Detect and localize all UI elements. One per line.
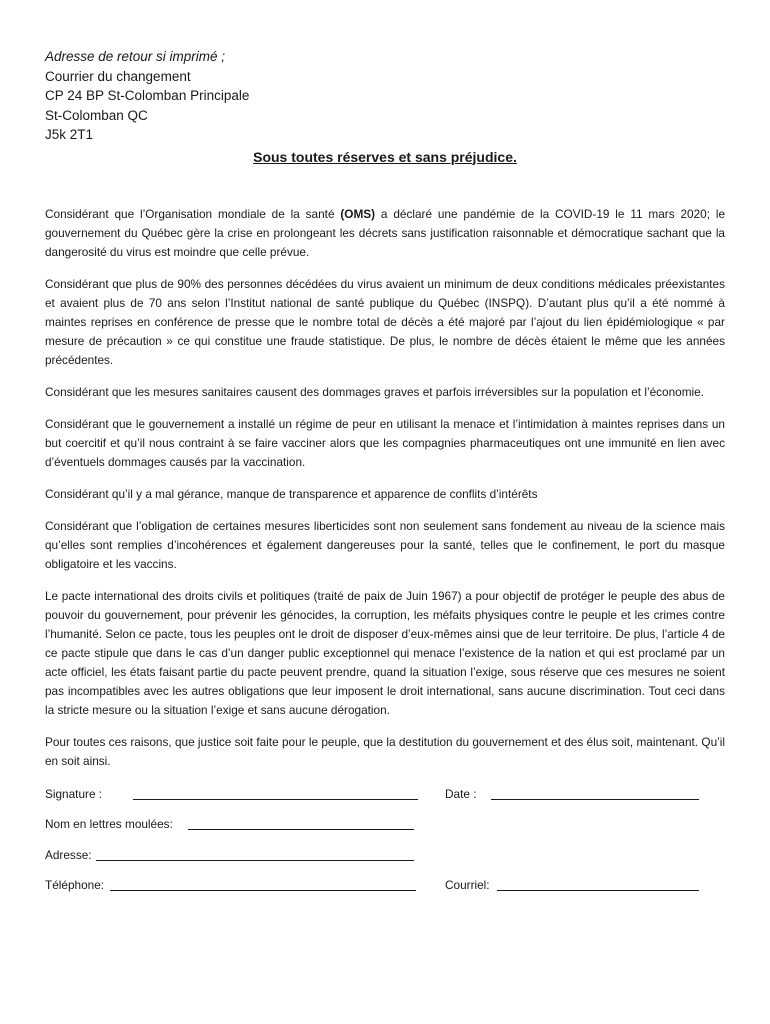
- signature-field[interactable]: [133, 787, 418, 803]
- paragraph-1-end: a déclaré une pandémie de la COVID-19 le 11 mars 2020; le gouvernement du Québec gère la crise en prolongeant les décrets sans justification raisonnable et démocratique sachant que la dangerosité du virus est moindre que celle prévue.: [45, 206, 726, 259]
- address-field[interactable]: [96, 848, 414, 864]
- phone-row: [45, 878, 725, 909]
- email-field[interactable]: [497, 878, 699, 894]
- paragraph-5: Considérant qu’il y a mal gérance, manque de transparence et apparence de conflits d’intérêts: [45, 486, 538, 501]
- paragraph-3: Considérant que les mesures sanitaires causent des dommages graves et parfois irréversibles sur la population et l’économie.: [45, 384, 704, 399]
- paragraph-4: Considérant que le gouvernement a installé un régime de peur en utilisant la menace et l’intimidation à maintes reprises dans un but coercitif et qu’il nous contraint à se faire vacciner alors que les compagnies pharmaceutiques ont une immunité en lien avec d’éventuels dommages causés par la vaccination.: [45, 416, 725, 469]
- paragraph-8: Pour toutes ces raisons, que justice soit faite pour le peuple, que la destitution du gouvernement et des élus soit, maintenant. Qu’il en soit ainsi.: [45, 734, 725, 768]
- name-field[interactable]: [188, 817, 414, 833]
- paragraph-1: [45, 205, 725, 262]
- paragraph-6: Considérant que l’obligation de certaines mesures liberticides sont non seulement sans fondement au niveau de la science mais qu’elles sont remplies d’incohérences et également dangereuses pour la santé, telles que le confinement, le port du masque obligatoire et les vaccins.: [45, 518, 725, 571]
- address-line-2: CP 24 BP St-Colomban Principale: [45, 88, 250, 103]
- date-label: Date :: [445, 786, 477, 801]
- date-field[interactable]: [491, 787, 699, 803]
- name-label: Nom en lettres moulées:: [45, 817, 173, 831]
- signature-label: Signature :: [45, 786, 103, 801]
- phone-field[interactable]: [110, 878, 416, 894]
- paragraph-7: Le pacte international des droits civils et politiques (traité de paix de Juin 1967) a pour objectif de protéger le peuple des abus de pouvoir du gouvernement, pour prévenir les génocides, la corruption, les méfaits physiques contre le peuple et les crimes contre l’humanité. Selon ce pacte, tous les peuples ont le droit de disposer d’eux-mêmes ainsi que de leur territoire. De plus, l’article 4 de ce pacte stipule que dans le cas d’un danger public exceptionnel qui menace l’existence de la nation et qui est proclamé par un acte officiel, les états faisant partie du pacte peuvent prendre, quand la situation l’exige, sous réserve que ces mesures ne soient pas incompatibles avec les autres obligations que leur imposent le droit international, sans aucune discrimination. Tout ceci dans la stricte mesure ou la situation l’exige et sans aucune dérogation.: [45, 588, 725, 717]
- paragraph-1-start: Considérant que l’Organisation mondiale de la santé: [45, 206, 341, 221]
- name-row: [45, 817, 725, 848]
- signature-row: [45, 787, 725, 818]
- phone-label: Téléphone:: [45, 878, 105, 892]
- address-line-3: St-Colomban QC: [45, 107, 148, 123]
- return-note: Adresse de retour si imprimé ;: [45, 49, 226, 64]
- document-title: Sous toutes réserves et sans préjudice.: [253, 148, 517, 165]
- letter-page: [45, 47, 725, 909]
- address-row: [45, 848, 725, 879]
- signature-form: [45, 787, 725, 909]
- address-label: Adresse:: [45, 847, 92, 862]
- address-line-4: J5k 2T1: [45, 127, 94, 142]
- return-address-block: [45, 47, 725, 145]
- oms-acronym: (OMS): [340, 206, 376, 221]
- address-line-1: Courrier du changement: [45, 68, 191, 84]
- email-label: Courriel:: [445, 878, 490, 892]
- paragraph-2: Considérant que plus de 90% des personnes décédées du virus avaient un minimum de deux conditions médicales préexistantes et avaient plus de 70 ans selon l’Institut national de santé publique du Québec (INSPQ). D’autant plus qu’il a été nommé à maintes reprises en conférence de presse que le nombre total de décès a été majoré par l’ajout du lien épidémiologique « par mesure de précaution » ce qui constitue une fraude statistique. De plus, le nombre de décès étaient le même que les années précédentes.: [45, 276, 725, 367]
